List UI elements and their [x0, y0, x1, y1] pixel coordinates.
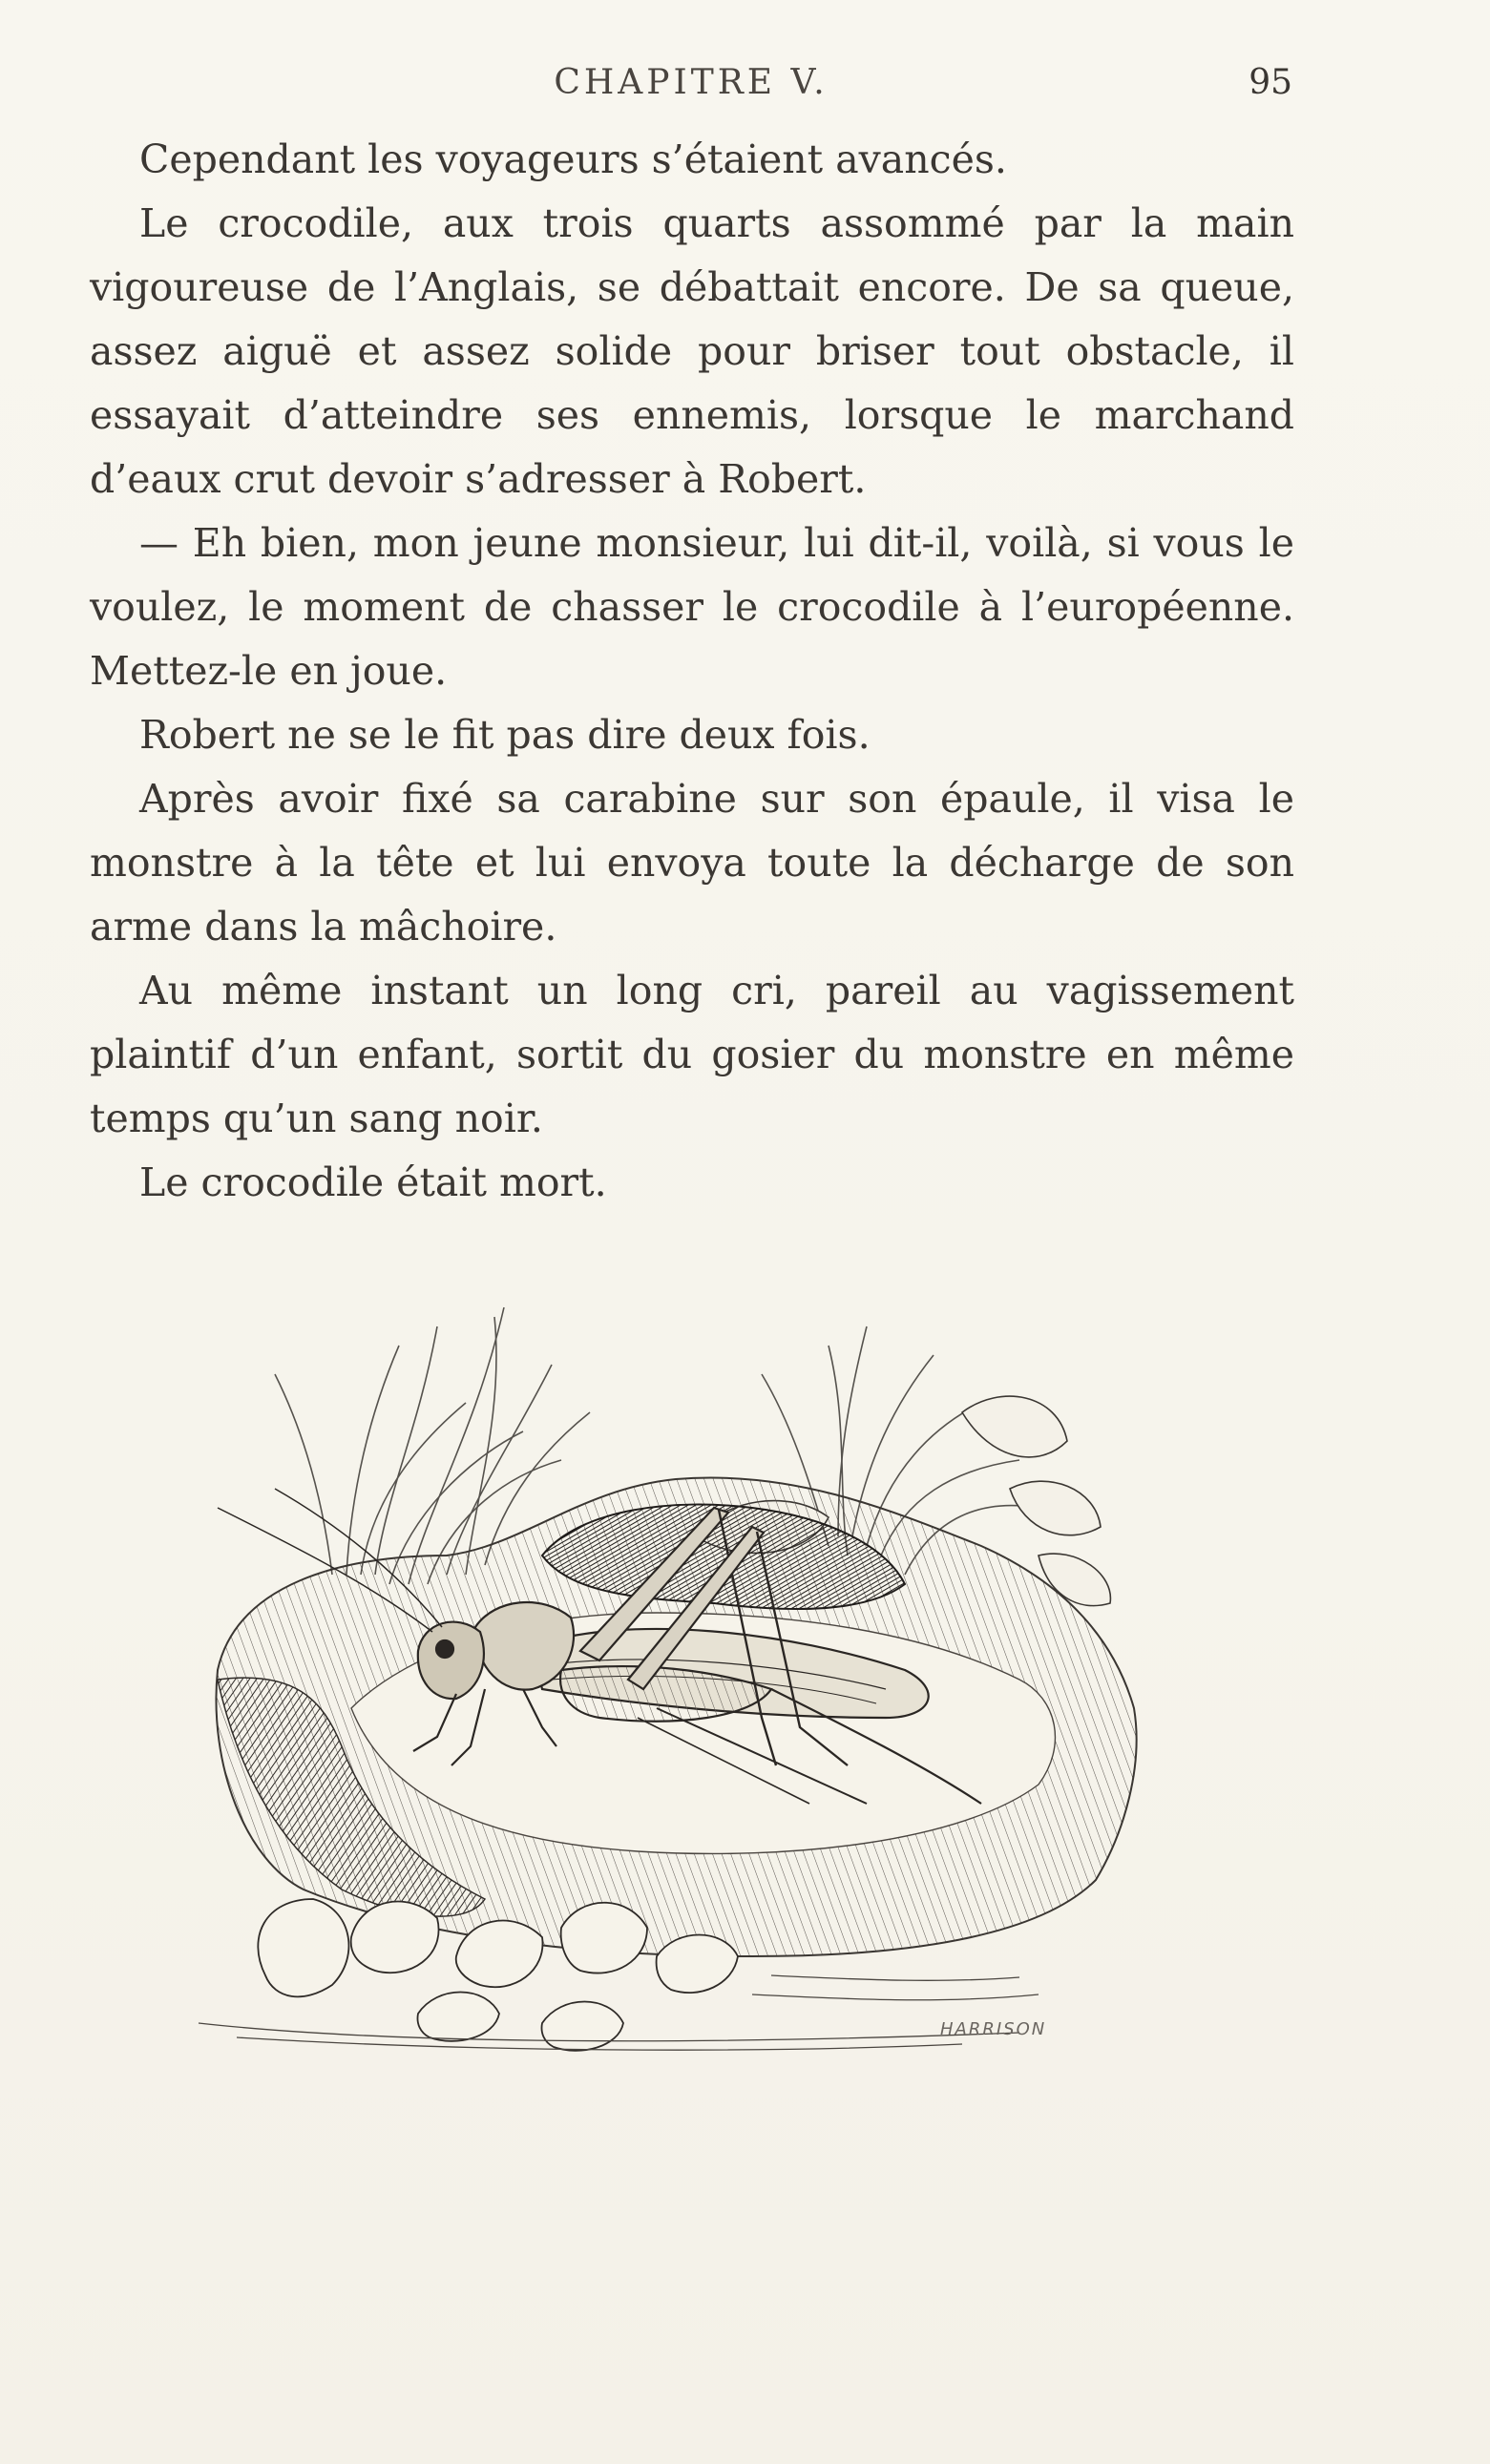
engraver-signature: HARRISON: [940, 2019, 1047, 2039]
paragraph: — Eh bien, mon jeune monsieur, lui dit-il, voilà, si vous le voulez, le moment de chasser le crocodile à l’européenne. Mettez-le en joue.: [90, 520, 1294, 694]
paragraph: Au même instant un long cri, pareil au vagissement plaintif d’un enfant, sortit du gosier du monstre en même temps qu’un sang noir.: [90, 968, 1294, 1141]
paragraph: Le crocodile, aux trois quarts assommé par la main vigoureuse de l’Anglais, se débattait encore. De sa queue, assez aiguë et assez solide pour briser tout obstacle, il essayait d’atteindre ses ennemis, lorsque le marchand d’eaux crut devoir s’adresser à Robert.: [90, 200, 1294, 502]
page-number: 95: [1249, 63, 1292, 102]
grasshopper-engraving-art: [179, 1269, 1220, 2061]
paragraph: Cependant les voyageurs s’étaient avancés.: [139, 136, 1007, 182]
chapter-title: CHAPITRE V.: [554, 63, 829, 102]
body-text: [90, 128, 1294, 1215]
grasshopper-engraving: [179, 1269, 1220, 2061]
running-head: [90, 63, 1292, 120]
paragraph: Robert ne se le fit pas dire deux fois.: [139, 712, 871, 758]
paragraph: Après avoir fixé sa carabine sur son épaule, il visa le monstre à la tête et lui envoya toute la décharge de son arme dans la mâchoire.: [90, 776, 1294, 950]
paragraph: Le crocodile était mort.: [139, 1159, 607, 1205]
